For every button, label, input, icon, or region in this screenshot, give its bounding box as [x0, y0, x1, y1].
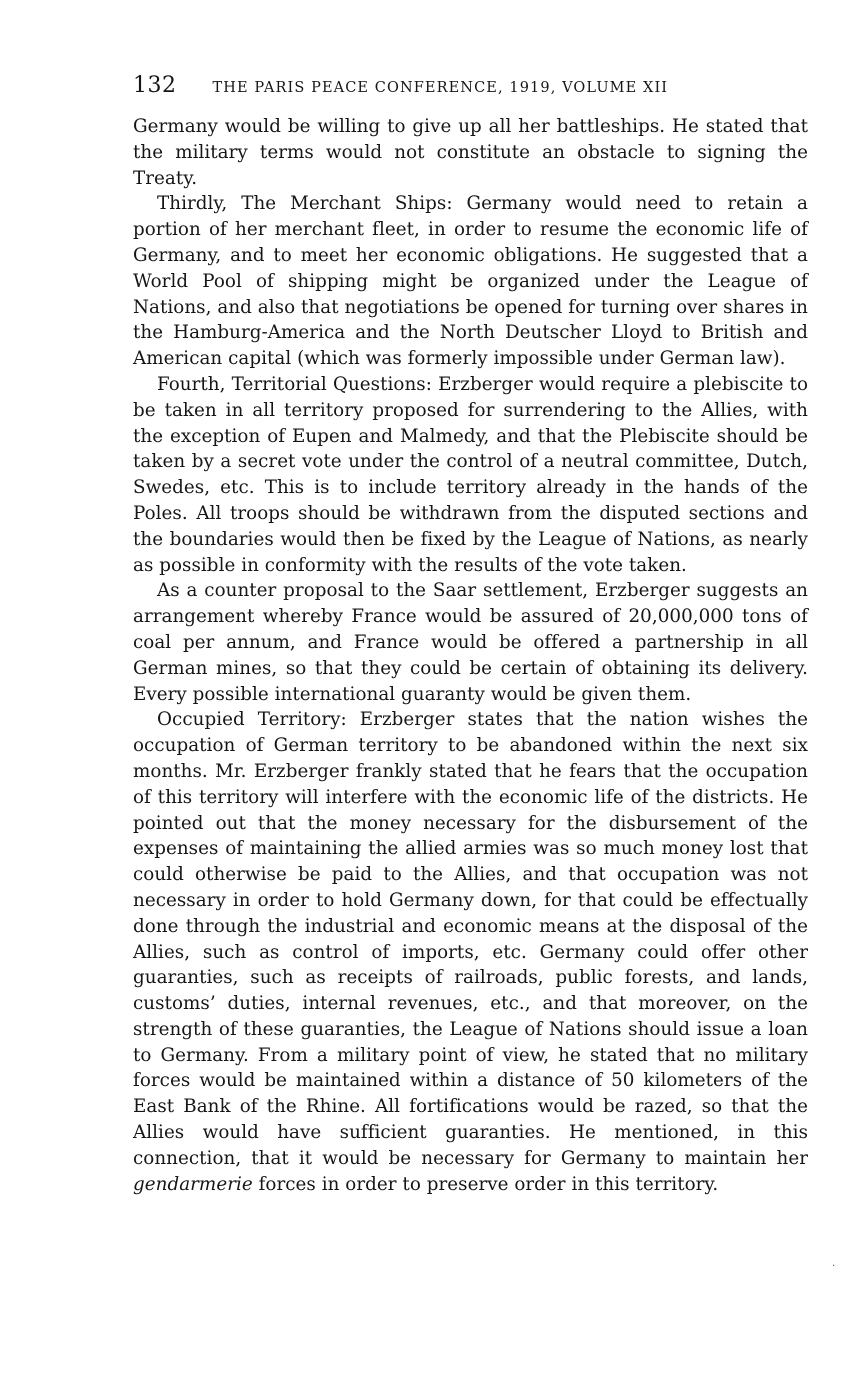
- occupied-territory-text: Occupied Territory: Erzberger states that the nation wishes the occupation of German territory to be abandoned within the next six months. Mr. Erzberger frankly stated that he fears that the occupation of this territory will interfere with the economic life of the districts. He pointed out that the money necessary for the disbursement of the expenses of maintaining the allied armies was so much money lost that could otherwise be paid to the Allies, and that occupation was not necessary in order to hold Germany down, for that could be effectually done through the industrial and economic means at the disposal of the Allies, such as control of imports, etc. Germany could offer other guaranties, such as receipts of railroads, public forests, and lands, customs’ duties, internal revenues, etc., and that moreover, on the strength of these guaranties, the League of Nations should issue a loan to Germany. From a military point of view, he stated that no military forces would be maintained within a distance of 50 kilometers of the East Bank of the Rhine. All fortifications would be razed, so that the Allies would have sufficient guaranties. He mentioned, in this connection, that it would be necessary for Germany to maintain her: [133, 709, 808, 1169]
- paragraph-occupied-territory: [133, 707, 808, 1197]
- scan-speck: ·: [832, 1261, 836, 1272]
- paragraph-battleships-continued: Germany would be willing to give up all her battleships. He stated that the military terms would not constitute an obstacle to signing the Treaty.: [133, 116, 808, 189]
- paragraph-merchant-ships: Thirdly, The Merchant Ships: Germany would need to retain a portion of her merchant fleet, in order to resume the economic life of Germany, and to meet her economic obligations. He suggested that a World Pool of shipping might be organized under the League of Nations, and also that negotiations be opened for turning over shares in the Hamburg-America and the North Deutscher Lloyd to British and American capital (which was formerly impossible under German law).: [133, 193, 808, 370]
- paragraph-territorial-questions: Fourth, Territorial Questions: Erzberger would require a plebiscite to be taken in all territory proposed for surrendering to the Allies, with the exception of Eupen and Malmedy, and that the Plebiscite should be taken by a secret vote under the control of a neutral committee, Dutch, Swedes, etc. This is to include territory already in the hands of the Poles. All troops should be withdrawn from the disputed sections and the boundaries would then be fixed by the League of Nations, as nearly as possible in conformity with the results of the vote taken.: [133, 373, 808, 576]
- body-text: [133, 114, 808, 1197]
- running-head-title: THE PARIS PEACE CONFERENCE, 1919, VOLUME XII: [212, 80, 669, 96]
- running-head: [133, 66, 808, 106]
- paragraph-saar-counter-proposal: As a counter proposal to the Saar settlement, Erzberger suggests an arrangement whereby France would be assured of 20,000,000 tons of coal per annum, and France would be offered a partnership in all German mines, so that they could be certain of obtaining its delivery. Every possible international guaranty would be given them.: [133, 580, 808, 705]
- occupied-territory-text-end: forces in order to preserve order in this territory.: [252, 1173, 719, 1195]
- italic-term-gendarmerie: gendarmerie: [133, 1173, 253, 1195]
- document-page: [133, 66, 808, 1197]
- page-number: 132: [133, 73, 177, 98]
